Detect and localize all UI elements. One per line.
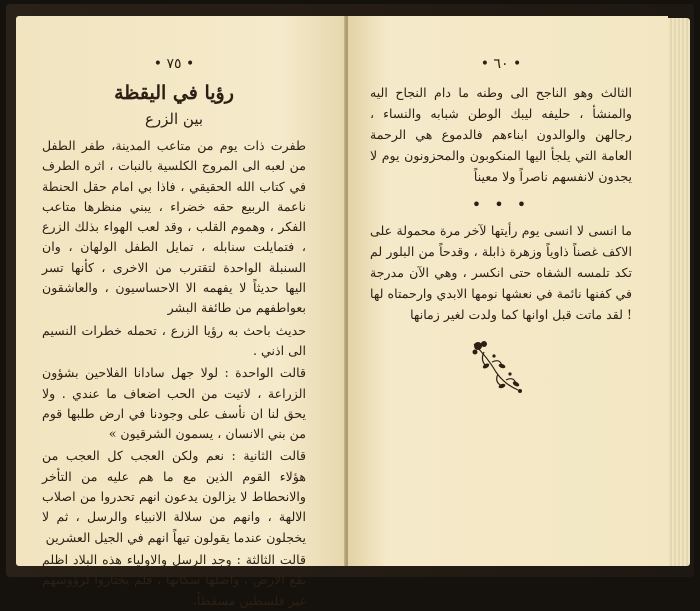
paragraph: قالت الثالثة : وجد الرسل والاولياء هذه البلاد اظلم بقع الارض ، واضلها سكانها ، فلم يختاروا لرؤوسهم غير فلسطين مسقطاً،: [42, 551, 306, 608]
page-number-left: • ٧٥ •: [153, 56, 195, 72]
left-page: [16, 16, 346, 608]
floral-vignette-icon: [466, 336, 526, 396]
paragraph: طفرت ذات يوم من متاعب المدينة، طفر الطفل من لعبه الى المروج الكلسية بالنبات ، اثره الطرف في كتاب الله الحقيقي ، فاذا بي امام حقل الحنطة ناعمة الربيع حقه خضراء ، يبني منظرها متاعب الفكر ، وهموم القلب ، وقد لعب الهواء بذلك الزرع ، فتمايلت سنابله ، تمايل الطفل الولهان ، وان السنبلة الواحدة لتقترب من الاخرى ، كأنها تسر اليها حديثاً لا يفهمه الا الاحساسيون ، والعاشقون بعواطفهم من طائفة البشر: [42, 138, 306, 316]
page-number-right: • ٦٠ •: [480, 56, 522, 72]
paragraph: قالت الواحدة : لولا جهل سادانا الفلاحين بشؤون الزراعة ، لاتيت من الحب اضعاف ما عندي . ولا يحق لنا ان نأسف على وجودنا في ارض طلبها قوم من بني الانسان ، يسمون الشرقيون »: [42, 365, 306, 442]
paragraph: الثالث وهو الناجح الى وطنه ما دام النجاح اليه والمنشأ ، حليفه ليبك الوطن شبابه والنساء ، رجالهن والوالدون ابناءهم فالدموع هي الرحمة العامة التي يلجأ اليها المنكوبون والمحزونون يوم لا يجدون لانفسهم ناصراً ولا معيناً: [370, 85, 632, 184]
chapter-title: رؤيا في اليقظة: [114, 82, 234, 104]
paragraph: حديث باحث به رؤيا الزرع ، تحمله خطرات النسيم الى اذني .: [42, 322, 306, 358]
open-book: [6, 4, 694, 608]
paragraph: ما انسى لا انسى يوم رأيتها لآخر مرة محمولة على الاكف غصناً ذاوياً وزهرة ذابلة ، وقدحاً من البلور لم تكد تلمسه الشفاه حتى انكسر ، وهي الآن مدرجة في كفنها نائمة في نعشها نومها الابدي وارحمتاه لها ! لقد ماتت قبل اوانها كما ولدت لغير زمانها: [370, 223, 632, 322]
right-page: [348, 16, 668, 566]
paragraph: قالت الثانية : نعم ولكن العجب كل العجب من هؤلاء القوم الذين مع ما هم عليه من التأخر والانحطاط لا يزالون يدعون انهم تحدروا من اصلاب الالهة ، وانهم من سلالة الانبياء والرسل ، ثم لا يخجلون عندما يقولون تيهاً انهم في الجيل العشرين: [42, 448, 306, 545]
page-block-edge: [668, 18, 690, 566]
chapter-subtitle: بين الزرع: [144, 110, 204, 128]
section-divider-dots: • • •: [471, 195, 531, 214]
